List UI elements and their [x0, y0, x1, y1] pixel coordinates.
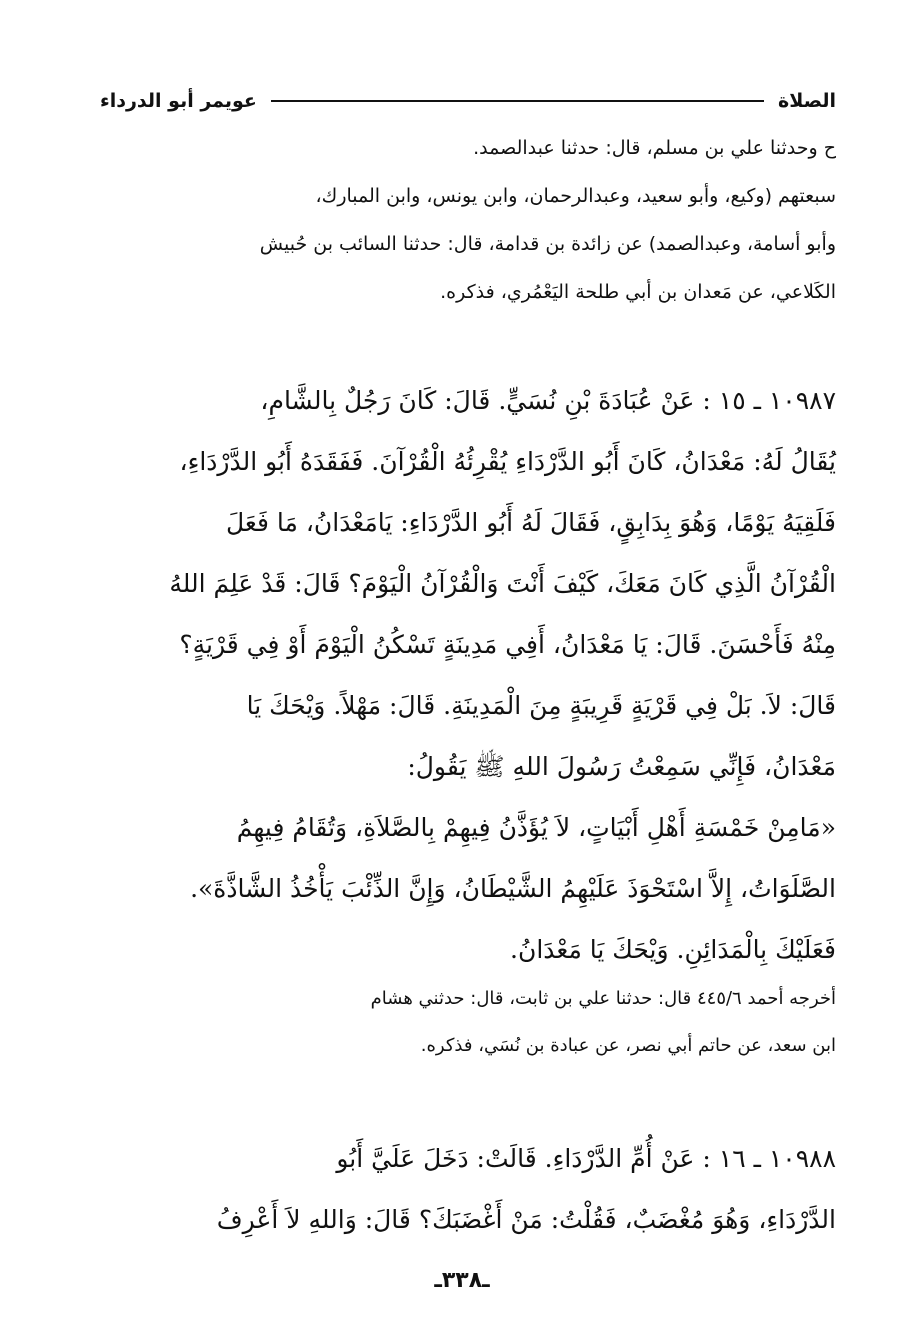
- hadith-10988: [130, 1128, 836, 1250]
- hadith-line: «مَامِنْ خَمْسَةِ أَهْلِ أَبْيَاتٍ، لاَ يُؤَذَّنُ فِيهِمْ بِالصَّلاَةِ، وَتُقَامُ فِيهِمُ: [236, 813, 836, 842]
- header-chapter-title: عويمر أبو الدرداء: [100, 90, 257, 112]
- takhrij-line: أخرجه أحمد ٤٤٥/٦ قال: حدثنا علي بن ثابت، قال: حدثني هشام: [370, 988, 836, 1009]
- hadith-line: فَعَلَيْكَ بِالْمَدَائِنِ. وَيْحَكَ يَا مَعْدَانُ.: [510, 935, 836, 964]
- sanad-line: ح وحدثنا علي بن مسلم، قال: حدثنا عبدالصمد.: [473, 137, 836, 159]
- hadith-line: يُقَالُ لَهُ: مَعْدَانُ، كَانَ أَبُو الدَّرْدَاءِ يُقْرِئُهُ الْقُرْآنَ. فَفَقَدَهُ أَبُو الدَّرْدَاءِ،: [179, 447, 836, 476]
- running-header: [100, 86, 836, 116]
- header-rule: [271, 100, 764, 102]
- sanad-line: الكَلاعي، عن مَعدان بن أبي طلحة اليَعْمُري، فذكره.: [440, 281, 836, 303]
- header-section-title: الصلاة: [777, 90, 836, 112]
- hadith-line: الْقُرْآنُ الَّذِي كَانَ مَعَكَ، كَيْفَ أَنْتَ وَالْقُرْآنُ الْيَوْمَ؟ قَالَ: قَدْ عَلِمَ اللهُ: [169, 569, 836, 598]
- hadith-line: ١٠٩٨٧ ـ ١٥ : عَنْ عُبَادَةَ بْنِ نُسَيٍّ. قَالَ: كَانَ رَجُلٌ بِالشَّامِ،: [260, 386, 836, 415]
- hadith-line: فَلَقِيَهُ يَوْمًا، وَهُوَ بِدَابِقٍ، فَقَالَ لَهُ أَبُو الدَّرْدَاءِ: يَامَعْدَانُ، مَا فَعَلَ: [225, 508, 836, 537]
- hadith-line: مِنْهُ فَأَحْسَنَ. قَالَ: يَا مَعْدَانُ، أَفِي مَدِينَةٍ تَسْكُنُ الْيَوْمَ أَوْ فِي قَرْيَةٍ؟: [179, 630, 836, 659]
- hadith-line: الصَّلَوَاتُ، إِلاَّ اسْتَحْوَذَ عَلَيْهِمُ الشَّيْطَانُ، وَإِنَّ الذِّئْبَ يَأْخُذُ الشَّاذَّةَ».: [190, 874, 836, 903]
- hadith-line: مَعْدَانُ، فَإِنِّي سَمِعْتُ رَسُولَ اللهِ ﷺ يَقُولُ:: [407, 752, 836, 781]
- takhrij-block: [130, 975, 836, 1069]
- sanad-line: وأبو أسامة، وعبدالصمد) عن زائدة بن قدامة، قال: حدثنا السائب بن حُبيش: [259, 233, 836, 255]
- hadith-line: الدَّرْدَاءِ، وَهُوَ مُغْضَبٌ، فَقُلْتُ: مَنْ أَغْضَبَكَ؟ قَالَ: وَاللهِ لاَ أَعْرِفُ: [216, 1205, 836, 1234]
- hadith-10987: [130, 370, 836, 980]
- page-number: ـ٣٣٨ـ: [434, 1268, 490, 1293]
- hadith-line: ١٠٩٨٨ ـ ١٦ : عَنْ أُمِّ الدَّرْدَاءِ. قَالَتْ: دَخَلَ عَلَيَّ أَبُو: [336, 1144, 836, 1173]
- takhrij-line: ابن سعد، عن حاتم أبي نصر، عن عبادة بن نُسَي، فذكره.: [420, 1035, 836, 1056]
- sanad-block: [130, 124, 836, 316]
- hadith-line: قَالَ: لاَ. بَلْ فِي قَرْيَةٍ قَرِيبَةٍ مِنَ الْمَدِينَةِ. قَالَ: مَهْلاً. وَيْحَكَ يَا: [246, 691, 836, 720]
- sanad-line: سبعتهم (وكيع، وأبو سعيد، وعبدالرحمان، وابن يونس، وابن المبارك،: [315, 185, 836, 207]
